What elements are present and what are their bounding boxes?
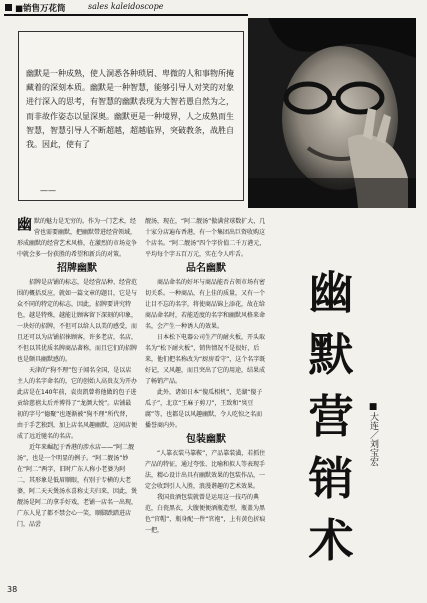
paragraph: 天津的“狗不理”包子闻名全国，是以店主人的名字命名的，它的创始人高贵友为开办此店是在140年前，袁贵凯曾将他做的包子进贡给慈禧太后并博得了“龙颜大悦”。店铺最初的字号“德聚”也逐渐被“狗不理”所代替，由于手艺独到，加上店名风趣幽默，这间店便成了远近驰名的名店。 <box>17 367 138 440</box>
paragraph: 招牌是店铺的标志，是经营品种、经营范围的概括反应，就如一篇文章的题目，它是与众不同的特定的标志，因此，招牌要讲究特色，越是特殊，越能让顾客留下深刻的印象，一块好的招牌，不但可以给人以美的感受，而且还可以为店铺招徕顾客，许多老店，名店，不但以其优质名牌商品著称，而且它们的招牌也是颇具幽默感的。 <box>17 279 138 363</box>
article-column-2 <box>145 216 267 536</box>
page-number: 38 <box>7 585 18 594</box>
paragraph: 我国贵酒包装就曾是运用这一技巧的典范，白瓷黑衣，大腹便便酒瓶造型，瓶盖为黑色“官帽”，瓶身配一件“官袍”，上有黄色折痕一把， <box>145 494 266 534</box>
author-byline: ■大连／刘宝宏 <box>368 402 378 466</box>
intro-end-mark: —— <box>40 186 56 195</box>
article-column-1 <box>17 216 137 530</box>
section-marker-icon <box>5 4 12 11</box>
lead-paragraph: 默的魅力是无穷的。作为一门艺术，经营也需要幽默，把幽默带进经营领域，形成幽默的经营艺术风格，在激烈的市场竞争中就会多一份获胜的希望和新兵的对策。 <box>17 218 138 258</box>
section-heading: 包装幽默 <box>186 434 226 445</box>
title-char: 幽 <box>308 266 354 319</box>
intro-text: 幽默是一种成熟，使人洞悉各种琐屑、卑微的人和事物所掩藏着的深刻本质。幽默是一种智慧，能够引导人对笑的对象进行深入的思考，有智慧的幽默表现为大智若愚自然为之，而非故作姿态以显深奥。幽默更是一种境界，人之成熟而生智慧，智慧引导人不断超越，超越临界，突破教条，战胜自我。因此，使有了 <box>26 69 234 150</box>
portrait-photo <box>248 18 416 208</box>
paragraph: 近年来崛起于香港的涉水店——“阿二靓汤”，也是一个明显的例子。“阿二靓汤”妙在“阿二”两字，旧时广东人称小老婆为阿二，其形象是低眉顺眼，有别于专横的大老婆，阿二天天煲汤水喜称丈夫归来，因此，煲靓汤是阿二的拿手好戏，老铺一店名一出现，广东人见了都不禁会心一笑，顺脚跌踏进店门，品尝 <box>17 444 138 528</box>
paragraph: 日本松下电器公司生产的耐火板，开头取名为“松下耐火板”，销售情况不是很好，后来，他们把名称改为“厨房看守”，这个名字既好记，又风趣，而且突出了它的用途，结果成了畅销产品。 <box>145 334 266 385</box>
title-char: 营 <box>308 390 354 443</box>
section-title-cn: ■销售万花筒 <box>15 4 66 14</box>
paragraph: 此外，诸如日本“傻瓜相机”，芜湖“傻子瓜子”，北京“王麻子剪刀”，王致和“臭豆腐”等，也都是以风趣幽默，令人吃惊之名而播誉商内外。 <box>145 389 263 429</box>
section-heading: 招牌幽默 <box>57 263 97 274</box>
paragraph: 商品命名的好坏与商品能否占领市场有密切关系。一种商品，有上佳的质量，又有一个让目不忘的名字，将使商品锦上添花，故在给商品命名时，若能适度的名字和幽默风格来命名，会产生一种诱人的效果。 <box>145 279 266 330</box>
title-char: 术 <box>308 514 354 567</box>
title-char: 默 <box>308 328 354 381</box>
section-title-en: sales kaleidoscope <box>88 2 164 11</box>
paragraph: 靓汤，现在，“阿二靓汤”傲满营球数扩大，几十家分店遍布香港，有一个集团出巨资收购这个店名。“阿二靓汤”四个字价值二千万港元，平均每个字五百万元，实在令人咋舌。 <box>145 218 266 258</box>
article-title <box>301 262 361 572</box>
section-heading: 品名幽默 <box>186 263 226 274</box>
title-char: 销 <box>308 452 354 505</box>
drop-cap: 幽 <box>17 215 33 233</box>
header-rule <box>4 14 248 16</box>
paragraph: “人靠衣装马靠鞍”，产品靠装潢，若抓住产品的特征，通过夸张、比喻和拟人等表现手法，精心设计出具有幽默效果的包装作品，一定会收到引人入胜，浪漫谐趣的艺术效果。 <box>145 450 266 490</box>
